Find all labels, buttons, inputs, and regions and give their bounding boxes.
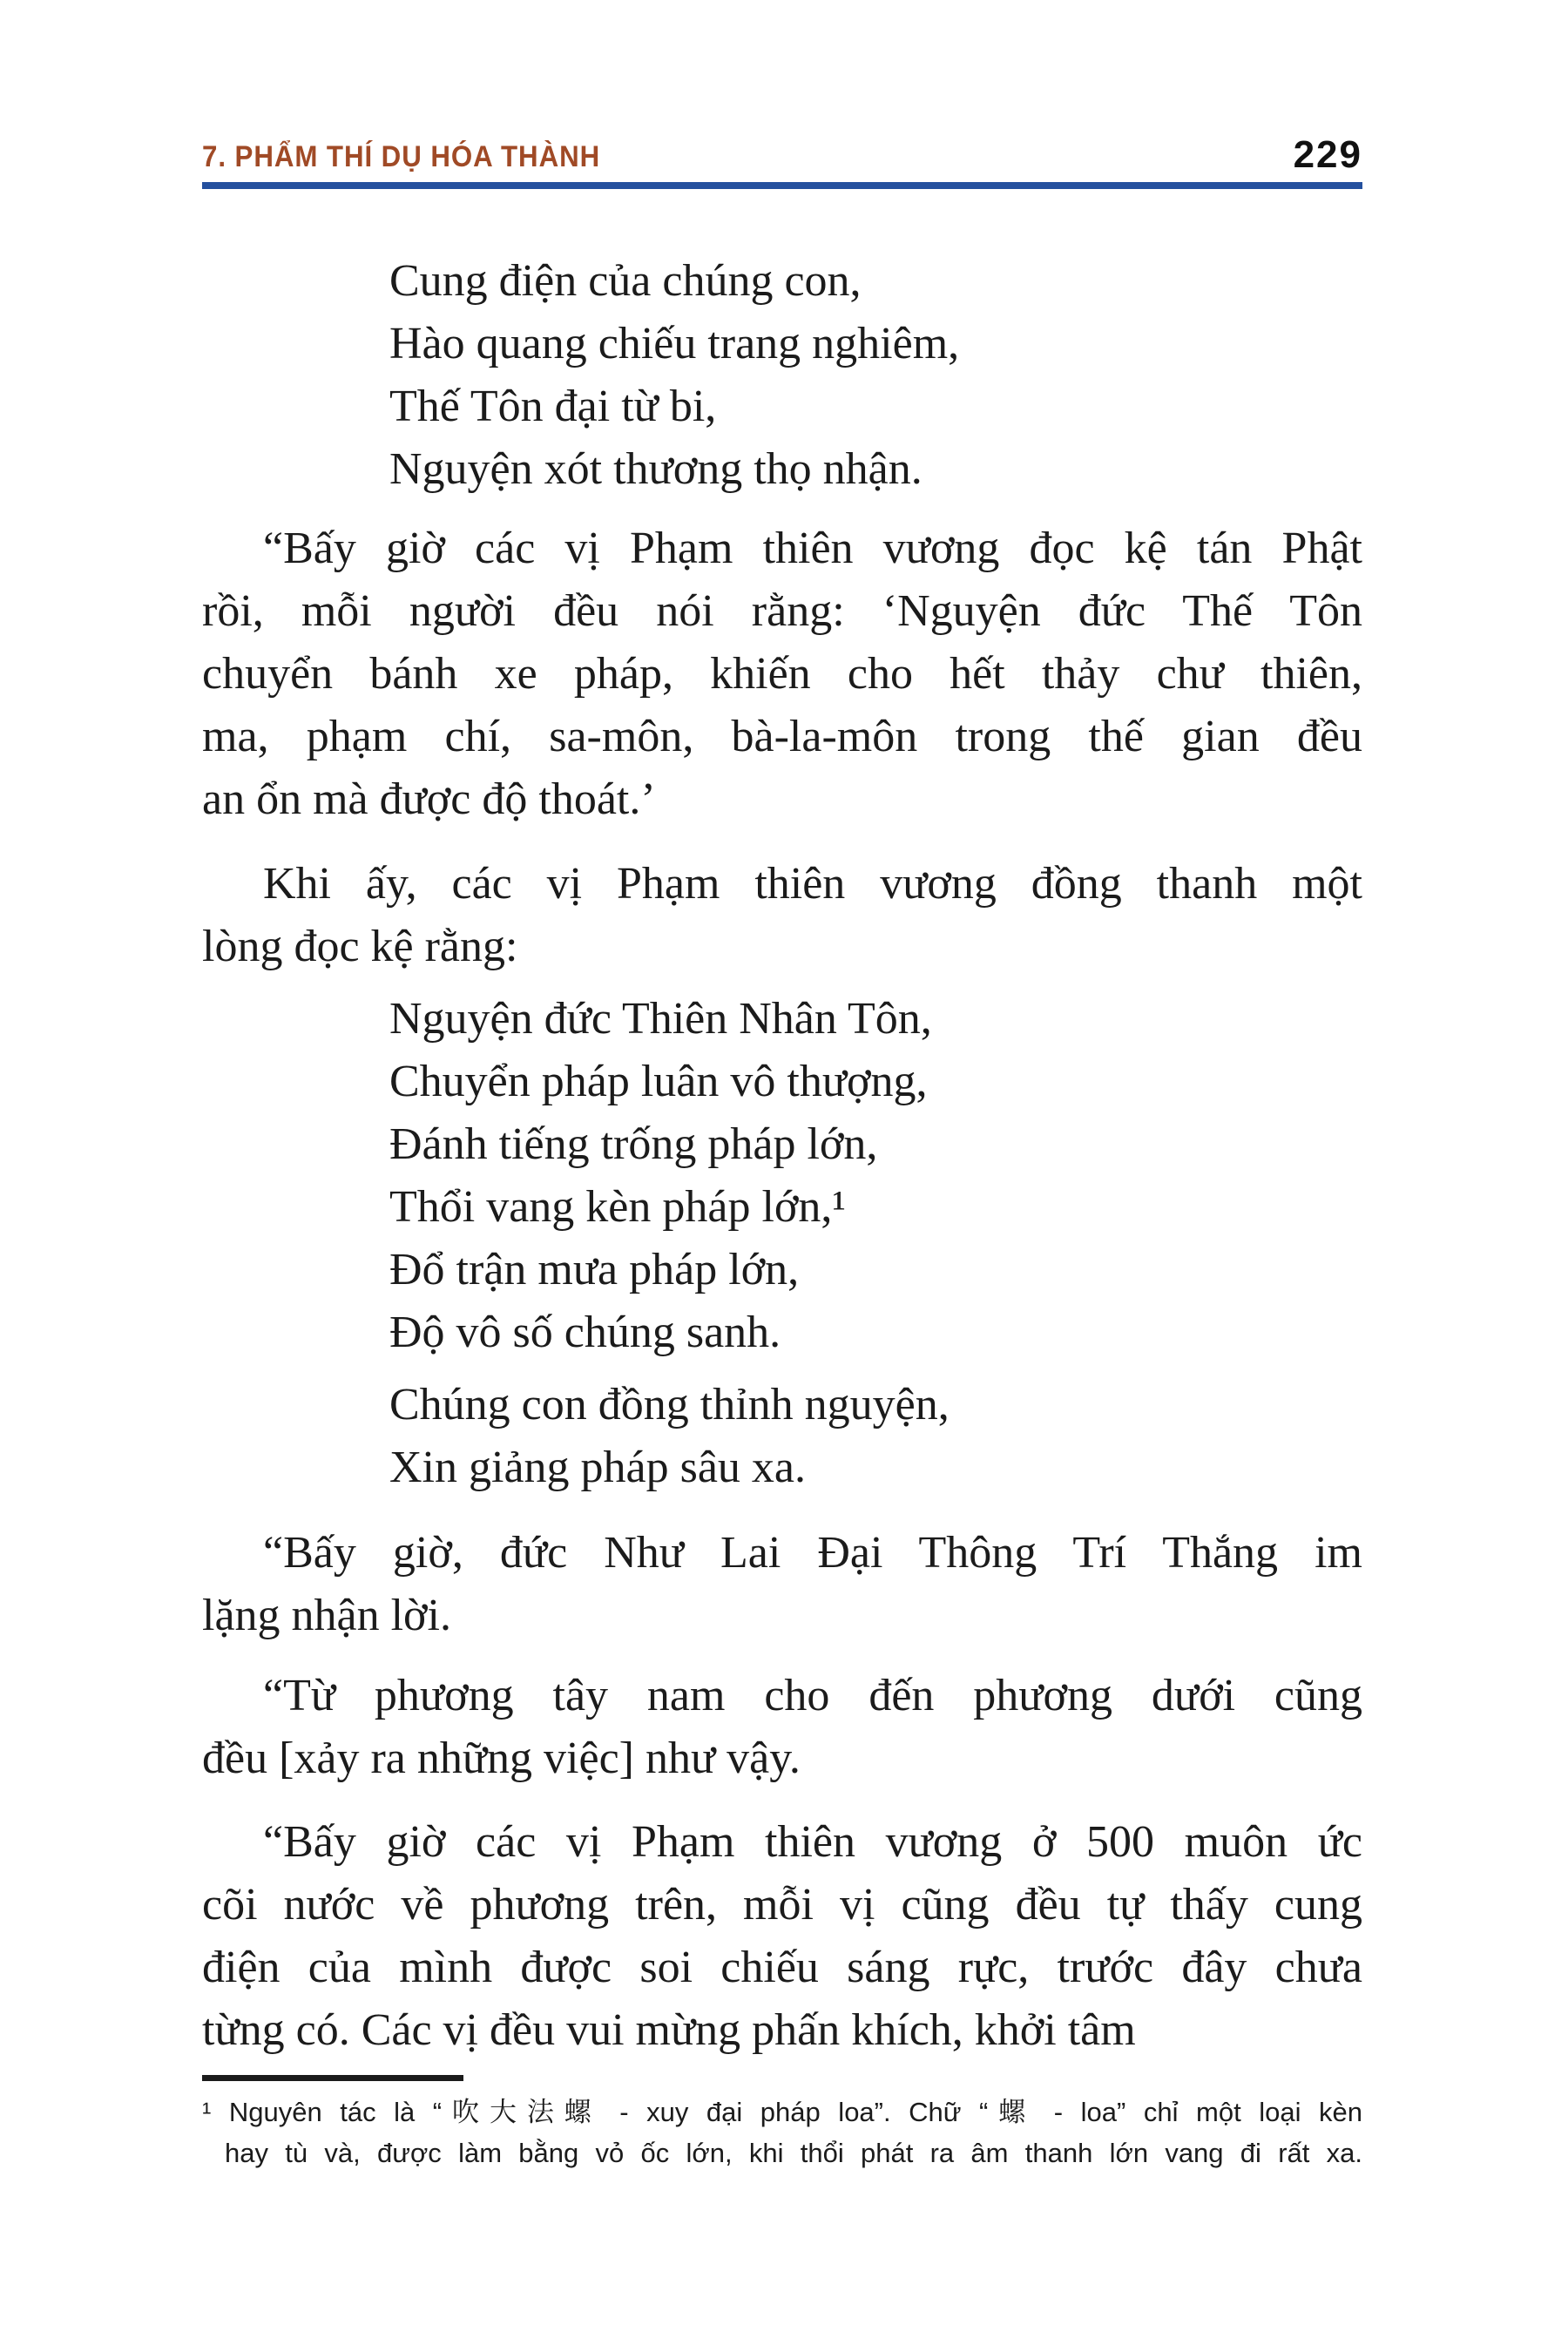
- footnote: [202, 2092, 1362, 2173]
- content: [202, 250, 1362, 2062]
- text-line: Chúng con đồng thỉnh nguyện,: [389, 1380, 950, 1429]
- verse-block: [389, 988, 1362, 1364]
- text-line: rồi, mỗi người đều nói rằng: ‘Nguyện đức Thế Tôn: [202, 586, 1362, 636]
- text-line: Hào quang chiếu trang nghiêm,: [389, 319, 960, 368]
- text-line: Thế Tôn đại từ bi,: [389, 382, 717, 431]
- running-header: [202, 129, 1362, 174]
- paragraph: [202, 517, 1362, 831]
- text-line: chuyển bánh xe pháp, khiến cho hết thảy chư thiên,: [202, 649, 1362, 699]
- text-line: Cung điện của chúng con,: [389, 256, 862, 306]
- footnote-rule: [202, 2075, 463, 2081]
- text-line: Khi ấy, các vị Phạm thiên vương đồng thanh một: [263, 859, 1362, 909]
- verse-block: [389, 250, 1362, 501]
- header-rule: [202, 182, 1362, 189]
- text-line: “Từ phương tây nam cho đến phương dưới cũng: [263, 1671, 1362, 1720]
- text-line: an ổn mà được độ thoát.’: [202, 774, 656, 824]
- text-line: Đổ trận mưa pháp lớn,: [389, 1245, 800, 1294]
- paragraph: [202, 1665, 1362, 1790]
- text-line: Nguyện đức Thiên Nhân Tôn,: [389, 994, 932, 1044]
- text-line: Đánh tiếng trống pháp lớn,: [389, 1119, 878, 1169]
- paragraph: [202, 1522, 1362, 1647]
- text-line: “Bấy giờ, đức Như Lai Đại Thông Trí Thắng im: [263, 1528, 1362, 1578]
- text-line: Độ vô số chúng sanh.: [389, 1308, 781, 1357]
- text-line: lặng nhận lời.: [202, 1591, 451, 1640]
- text-line: ma, phạm chí, sa-môn, bà-la-môn trong thế gian đều: [202, 712, 1362, 761]
- verse-block: [389, 1374, 1362, 1499]
- text-line: “Bấy giờ các vị Phạm thiên vương đọc kệ tán Phật: [263, 524, 1362, 573]
- text-line: Thổi vang kèn pháp lớn,¹: [389, 1182, 846, 1232]
- text-line: từng có. Các vị đều vui mừng phấn khích, khởi tâm: [202, 2005, 1136, 2055]
- footnote-line: ¹ Nguyên tác là “吹大法螺 - xuy đại pháp loa”. Chữ “螺 - loa” chỉ một loại kèn: [202, 2097, 1362, 2127]
- text-column: [202, 129, 1362, 2173]
- text-line: lòng đọc kệ rằng:: [202, 922, 518, 971]
- page-number: 229: [1293, 133, 1362, 176]
- text-line: Xin giảng pháp sâu xa.: [389, 1443, 807, 1492]
- text-line: đều [xảy ra những việc] như vậy.: [202, 1734, 801, 1783]
- text-line: “Bấy giờ các vị Phạm thiên vương ở 500 muôn ức: [263, 1817, 1362, 1867]
- text-line: Nguyện xót thương thọ nhận.: [389, 444, 923, 494]
- footnote-line: hay tù và, được làm bằng vỏ ốc lớn, khi thổi phát ra âm thanh lớn vang đi rất xa.: [225, 2138, 1362, 2168]
- paragraph: [202, 1811, 1362, 2062]
- text-line: cõi nước về phương trên, mỗi vị cũng đều tự thấy cung: [202, 1880, 1362, 1930]
- paragraph: [202, 853, 1362, 978]
- text-line: Chuyển pháp luân vô thượng,: [389, 1057, 928, 1106]
- chapter-heading: 7. PHẨM THÍ DỤ HÓA THÀNH: [202, 140, 601, 173]
- text-line: điện của mình được soi chiếu sáng rực, trước đây chưa: [202, 1943, 1362, 1992]
